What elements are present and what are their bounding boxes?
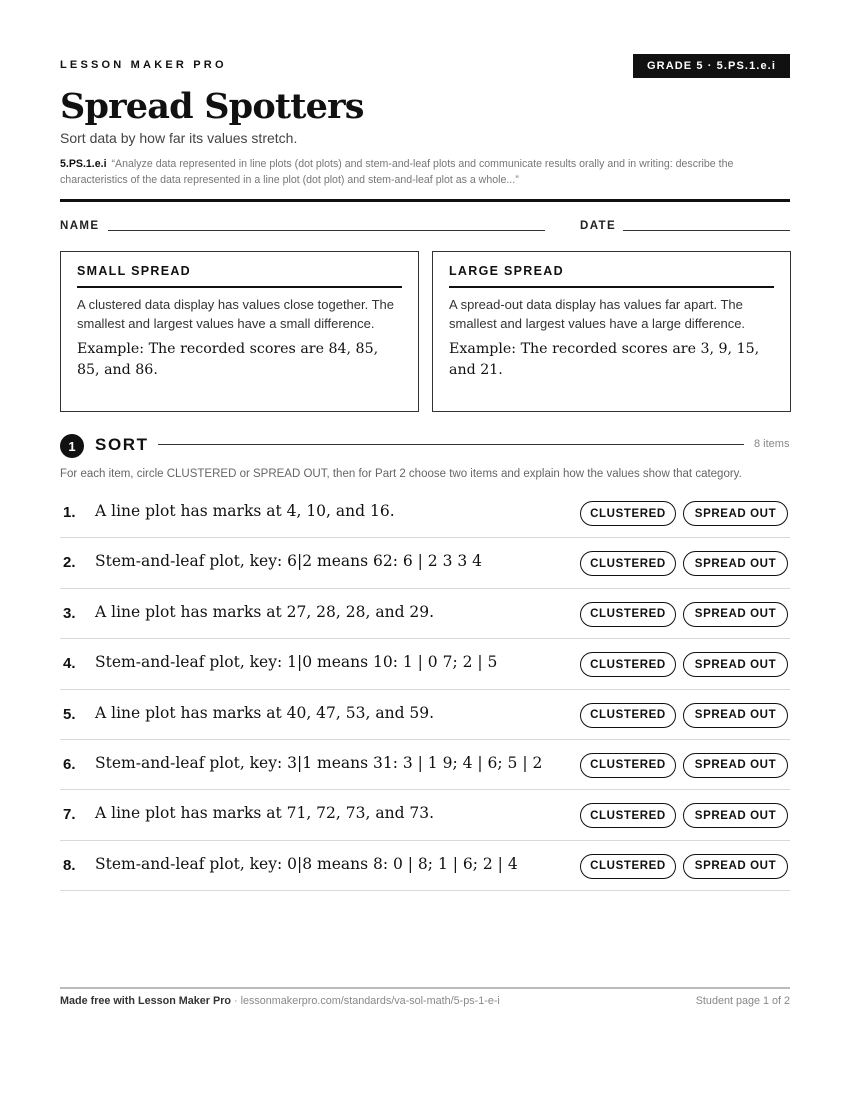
item-text: A line plot has marks at 4, 10, and 16. <box>95 502 395 520</box>
large-spread-title: LARGE SPREAD <box>449 264 774 288</box>
item-list <box>60 488 790 891</box>
list-item <box>60 841 790 891</box>
large-spread-example: Example: The recorded scores are 3, 9, 15, and 21. <box>449 341 760 378</box>
footer-divider <box>60 987 790 989</box>
clustered-option[interactable]: CLUSTERED <box>580 854 676 879</box>
small-spread-description: A clustered data display has values close together. The smallest and largest values have a small difference. <box>77 297 395 331</box>
spread-out-option[interactable]: SPREAD OUT <box>683 501 788 526</box>
small-spread-example: Example: The recorded scores are 84, 85, 85, and 86. <box>77 341 379 378</box>
item-text: Stem-and-leaf plot, key: 1|0 means 10: 1 | 0 7; 2 | 5 <box>95 653 498 672</box>
grade-badge: GRADE 5 · 5.PS.1.e.i <box>633 54 790 78</box>
standard-text: “Analyze data represented in line plots (dot plots) and stem-and-leaf plots and communicate results orally and in writing: describe the characteristics of the data represented in a line plot (dot plot) and stem-and-leaf plot as a whole...” <box>60 158 734 186</box>
list-item <box>60 740 790 790</box>
item-count: 8 items <box>754 438 790 450</box>
clustered-option[interactable]: CLUSTERED <box>580 501 676 526</box>
page-indicator: Student page 1 of 2 <box>695 995 790 1007</box>
standard-description <box>60 156 792 188</box>
item-number: 3. <box>63 604 76 622</box>
item-text: Stem-and-leaf plot, key: 0|8 means 8: 0 | 8; 1 | 6; 2 | 4 <box>95 854 518 873</box>
list-item <box>60 538 790 588</box>
spread-out-option[interactable]: SPREAD OUT <box>683 753 788 778</box>
small-spread-card <box>60 251 419 412</box>
footer-url[interactable]: · lessonmakerpro.com/standards/va-sol-math/5-ps-1-e-i <box>231 995 500 1007</box>
list-item <box>60 488 790 538</box>
item-number: 4. <box>63 655 76 673</box>
item-text: A line plot has marks at 71, 72, 73, and 73. <box>95 804 435 823</box>
section-title: SORT <box>95 435 149 454</box>
name-field[interactable] <box>108 230 545 231</box>
item-text: A line plot has marks at 27, 28, 28, and 29. <box>95 602 435 621</box>
item-number: 7. <box>63 806 76 824</box>
large-spread-card <box>432 251 791 412</box>
clustered-option[interactable]: CLUSTERED <box>580 602 676 627</box>
brand-name: LESSON MAKER PRO <box>60 59 227 71</box>
item-number: 2. <box>63 554 76 572</box>
spread-out-option[interactable]: SPREAD OUT <box>683 703 788 728</box>
small-spread-title: SMALL SPREAD <box>77 264 402 288</box>
worksheet-title: Spread Spotters <box>60 86 364 127</box>
date-label: DATE <box>580 220 617 232</box>
name-label: NAME <box>60 220 100 232</box>
item-number: 1. <box>63 504 76 521</box>
standard-code: 5.PS.1.e.i <box>60 158 107 170</box>
spread-out-option[interactable]: SPREAD OUT <box>683 854 788 879</box>
date-field[interactable] <box>623 230 790 231</box>
spread-out-option[interactable]: SPREAD OUT <box>683 551 788 576</box>
spread-out-option[interactable]: SPREAD OUT <box>683 803 788 828</box>
spread-out-option[interactable]: SPREAD OUT <box>683 602 788 627</box>
clustered-option[interactable]: CLUSTERED <box>580 803 676 828</box>
worksheet-subtitle: Sort data by how far its values stretch. <box>60 130 298 146</box>
section-number-badge: 1 <box>60 434 84 458</box>
spread-out-option[interactable]: SPREAD OUT <box>683 652 788 677</box>
item-text: A line plot has marks at 40, 47, 53, and 59. <box>95 703 435 722</box>
clustered-option[interactable]: CLUSTERED <box>580 652 676 677</box>
item-number: 8. <box>63 856 76 874</box>
item-number: 5. <box>63 705 76 723</box>
item-text: Stem-and-leaf plot, key: 6|2 means 62: 6 | 2 3 3 4 <box>95 552 483 571</box>
list-item <box>60 639 790 689</box>
item-text: Stem-and-leaf plot, key: 3|1 means 31: 3 | 1 9; 4 | 6; 5 | 2 <box>95 753 543 772</box>
footer-credit <box>60 995 500 1007</box>
instructions: For each item, circle CLUSTERED or SPREAD OUT, then for Part 2 choose two items and explain how the values show that category. <box>60 468 742 480</box>
clustered-option[interactable]: CLUSTERED <box>580 753 676 778</box>
header-divider <box>60 199 790 202</box>
clustered-option[interactable]: CLUSTERED <box>580 551 676 576</box>
section-divider <box>158 444 744 445</box>
clustered-option[interactable]: CLUSTERED <box>580 703 676 728</box>
large-spread-description: A spread-out data display has values far apart. The smallest and largest values have a large difference. <box>449 297 746 331</box>
list-item <box>60 589 790 639</box>
item-number: 6. <box>63 755 76 773</box>
list-item <box>60 790 790 840</box>
list-item <box>60 690 790 740</box>
footer-made-with: Made free with Lesson Maker Pro <box>60 995 231 1007</box>
